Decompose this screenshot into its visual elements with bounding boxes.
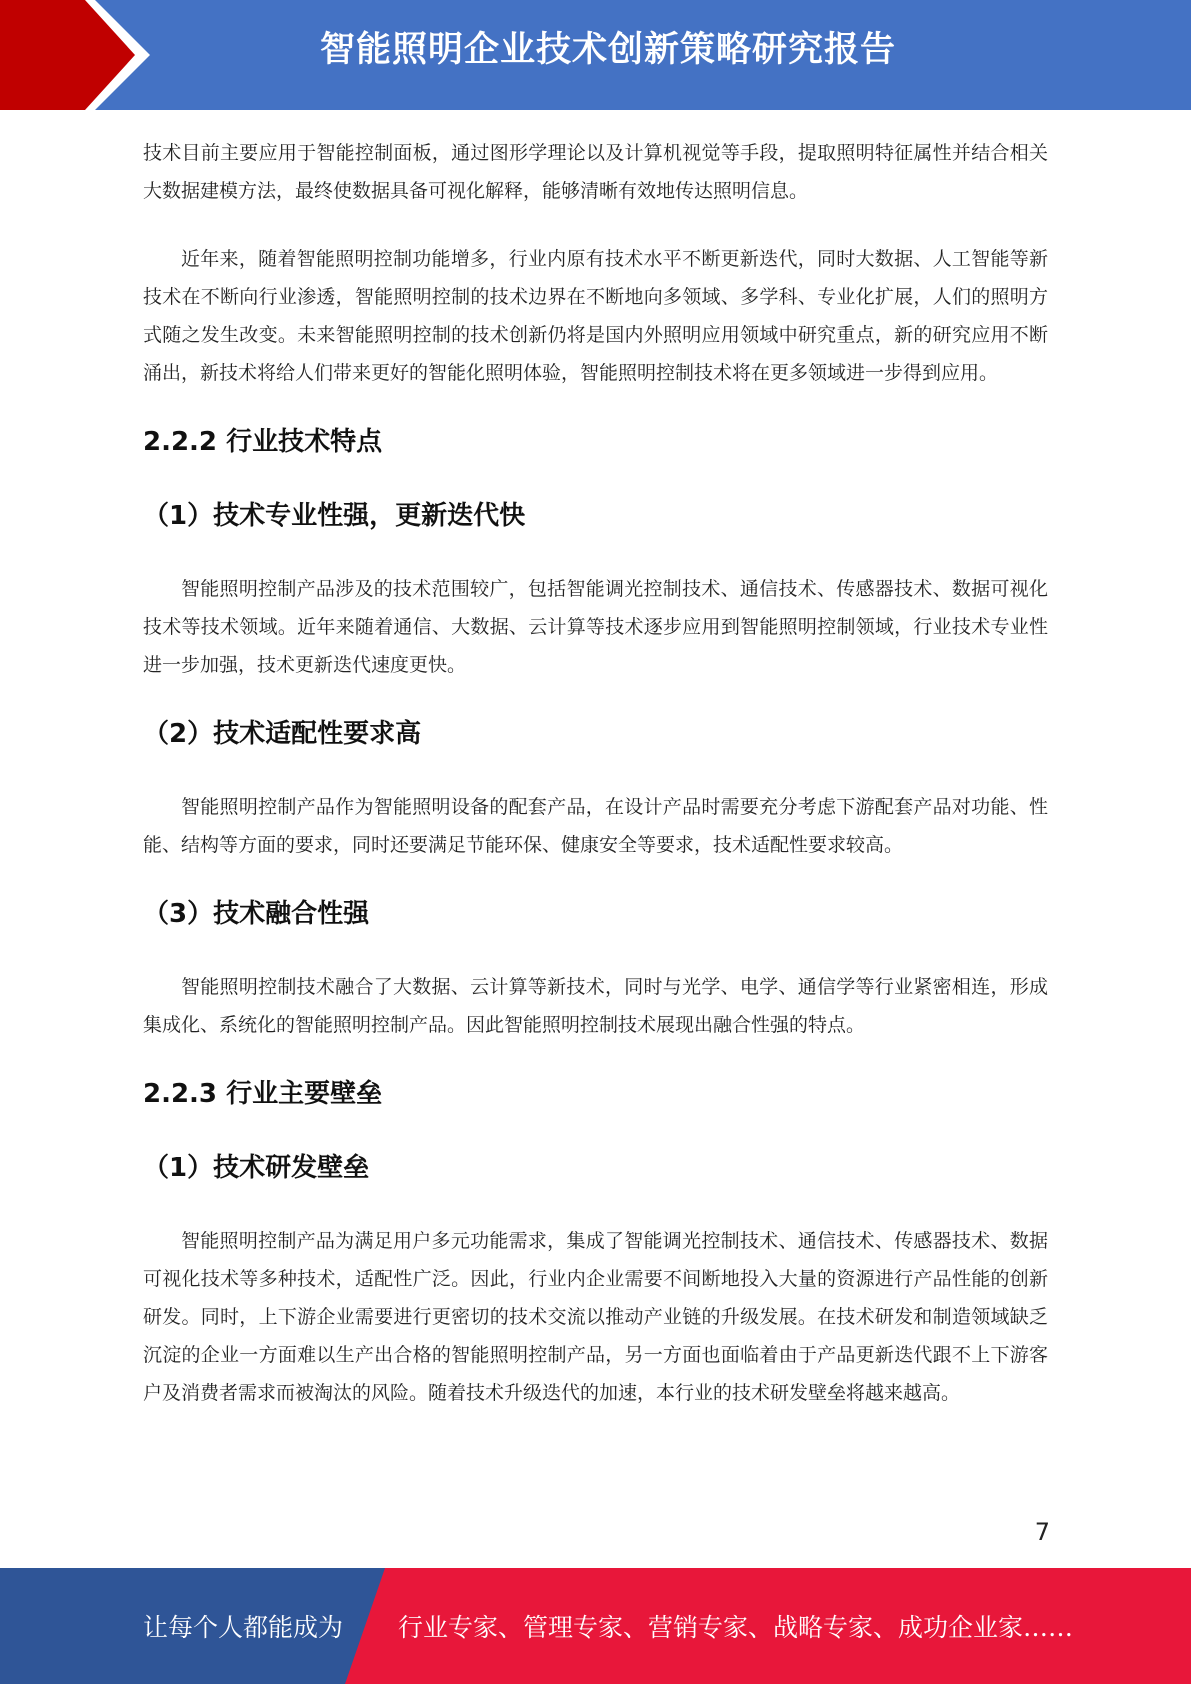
section-heading: 2.2.3 行业主要壁垒	[143, 1079, 383, 1109]
subsection-heading: （2）技术适配性要求高	[143, 719, 422, 749]
paragraph: 智能照明控制产品涉及的技术范围较广，包括智能调光控制技术、通信技术、传感器技术、数据可视化技术等技术领域。近年来随着通信、大数据、云计算等技术逐步应用到智能照明控制领域，行业技术专业性进一步加强，技术更新迭代速度更快。	[143, 578, 1048, 676]
header-chevron-decoration	[0, 0, 150, 110]
page-footer	[0, 1568, 1191, 1684]
paragraph: 技术目前主要应用于智能控制面板，通过图形学理论以及计算机视觉等手段，提取照明特征属性并结合相关大数据建模方法，最终使数据具备可视化解释，能够清晰有效地传达照明信息。	[143, 142, 1048, 202]
paragraph: 智能照明控制技术融合了大数据、云计算等新技术，同时与光学、电学、通信学等行业紧密相连，形成集成化、系统化的智能照明控制产品。因此智能照明控制技术展现出融合性强的特点。	[143, 976, 1048, 1036]
paragraph: 智能照明控制产品作为智能照明设备的配套产品，在设计产品时需要充分考虑下游配套产品对功能、性能、结构等方面的要求，同时还要满足节能环保、健康安全等要求，技术适配性要求较高。	[143, 796, 1048, 856]
document-body	[143, 134, 1048, 1442]
subsection-heading: （1）技术研发壁垒	[143, 1153, 370, 1183]
section-heading: 2.2.2 行业技术特点	[143, 427, 383, 457]
page-header	[0, 0, 1191, 110]
footer-slogan-right: 行业专家、管理专家、营销专家、战略专家、成功企业家……	[398, 1613, 1074, 1642]
report-title: 智能照明企业技术创新策略研究报告	[320, 30, 897, 70]
subsection-heading: （3）技术融合性强	[143, 899, 370, 929]
subsection-heading: （1）技术专业性强，更新迭代快	[143, 501, 526, 531]
paragraph: 近年来，随着智能照明控制功能增多，行业内原有技术水平不断更新迭代，同时大数据、人工智能等新技术在不断向行业渗透，智能照明控制的技术边界在不断地向多领域、多学科、专业化扩展，人们的照明方式随之发生改变。未来智能照明控制的技术创新仍将是国内外照明应用领域中研究重点，新的研究应用不断涌出，新技术将给人们带来更好的智能化照明体验，智能照明控制技术将在更多领域进一步得到应用。	[143, 248, 1048, 384]
footer-slogan-left: 让每个人都能成为	[143, 1613, 344, 1642]
page-number: 7	[1034, 1518, 1050, 1546]
paragraph: 智能照明控制产品为满足用户多元功能需求，集成了智能调光控制技术、通信技术、传感器技术、数据可视化技术等多种技术，适配性广泛。因此，行业内企业需要不间断地投入大量的资源进行产品性能的创新研发。同时，上下游企业需要进行更密切的技术交流以推动产业链的升级发展。在技术研发和制造领域缺乏沉淀的企业一方面难以生产出合格的智能照明控制产品，另一方面也面临着由于产品更新迭代跟不上下游客户及消费者需求而被淘汰的风险。随着技术升级迭代的加速，本行业的技术研发壁垒将越来越高。	[143, 1230, 1048, 1404]
